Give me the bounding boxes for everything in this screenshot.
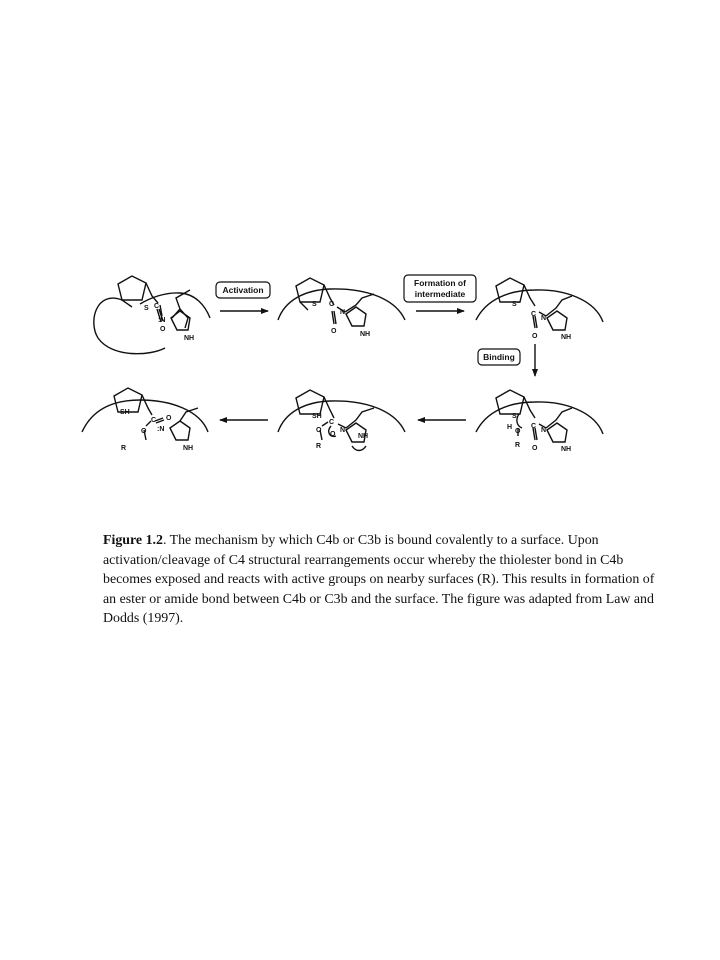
surface-oxygen-label: O	[316, 427, 322, 434]
sulfur-label: S	[512, 413, 517, 420]
ester-oxygen-label: O	[141, 428, 147, 435]
carbon-label: C	[531, 423, 537, 430]
surface-oxygen-label: O	[515, 428, 521, 435]
carbon-label: C	[329, 419, 335, 426]
nitrogen-label: N	[541, 427, 547, 434]
carbon-label: C	[531, 311, 537, 318]
activation-step	[216, 282, 270, 311]
oxyanion-label: O	[330, 431, 336, 438]
binding-step	[478, 344, 535, 376]
thiol-label: SH	[120, 409, 130, 416]
imidazole-ring	[547, 423, 567, 442]
carbon-label: C	[329, 301, 335, 308]
oxygen-label: O	[166, 415, 172, 422]
nh-label: NH	[358, 433, 369, 440]
caption-text: . The mechanism by which C4b or C3b is bound covalently to a surface. Upon activation/cleavage of C4 structural rearrangements occur whereby the thiolester bond in C4b becomes exposed and reacts with active groups on nearby surfaces (R). This results in formation of an ester or amide bond between C4b or C3b and the surface. The figure was adapted from Law and Dodds (1997).	[103, 533, 655, 626]
nh-label: NH	[561, 334, 572, 341]
panel-intermediate	[476, 278, 603, 341]
imidazole-ring	[547, 311, 567, 330]
panel-activated	[278, 278, 405, 338]
surface-group-label: R	[121, 445, 127, 452]
hydrogen-label: H	[507, 424, 513, 431]
five-membered-ring	[496, 278, 524, 302]
thiol-label: SH	[312, 413, 322, 420]
oxygen-label: O	[160, 326, 166, 333]
nh-label: NH	[183, 445, 194, 452]
carbon-label: C	[151, 417, 157, 424]
nitrogen-label: N	[340, 427, 346, 434]
nh-label: NH	[561, 446, 572, 453]
five-membered-ring	[496, 390, 524, 414]
nitrogen-label: N	[340, 309, 346, 316]
sulfur-label: S	[144, 305, 149, 312]
carbonyl-bond	[332, 311, 336, 324]
carbonyl-bond	[155, 418, 164, 423]
oxygen-label: O	[532, 333, 538, 340]
nitrogen-lone-pair-label: :N	[157, 426, 165, 433]
binding-label: Binding	[483, 352, 515, 362]
protein-surface-outline	[476, 402, 603, 434]
imidazole-ring	[170, 421, 190, 440]
panel-surface-attack	[476, 390, 603, 453]
surface-group-label: R	[316, 443, 322, 450]
protein-surface-outline	[476, 290, 603, 322]
five-membered-ring	[118, 276, 146, 300]
formation-step	[404, 275, 476, 311]
nh-label: NH	[184, 335, 195, 342]
formation-label-line2: intermediate	[414, 289, 466, 299]
surface-group-label: R	[515, 442, 521, 449]
electron-arrow	[517, 414, 522, 428]
panel-native-thiolester	[94, 276, 210, 354]
activation-label: Activation	[222, 285, 264, 295]
panel-bound-product	[82, 388, 208, 452]
carbon-label: C	[154, 303, 160, 310]
panel-tetrahedral	[278, 390, 405, 451]
formation-label-line1: Formation of	[414, 278, 466, 288]
nitrogen-label: N	[541, 315, 547, 322]
nh-label: NH	[360, 331, 371, 338]
oxygen-label: O	[532, 445, 538, 452]
oxygen-label: O	[331, 328, 337, 335]
nitrogen-lone-pair-label: :N	[158, 317, 166, 324]
proton-arrow	[352, 446, 366, 451]
figure-label: Figure 1.2	[103, 533, 163, 548]
sulfur-anion-label: S⁻	[512, 301, 521, 308]
figure-caption	[103, 531, 655, 629]
sulfur-label: S	[312, 301, 317, 308]
